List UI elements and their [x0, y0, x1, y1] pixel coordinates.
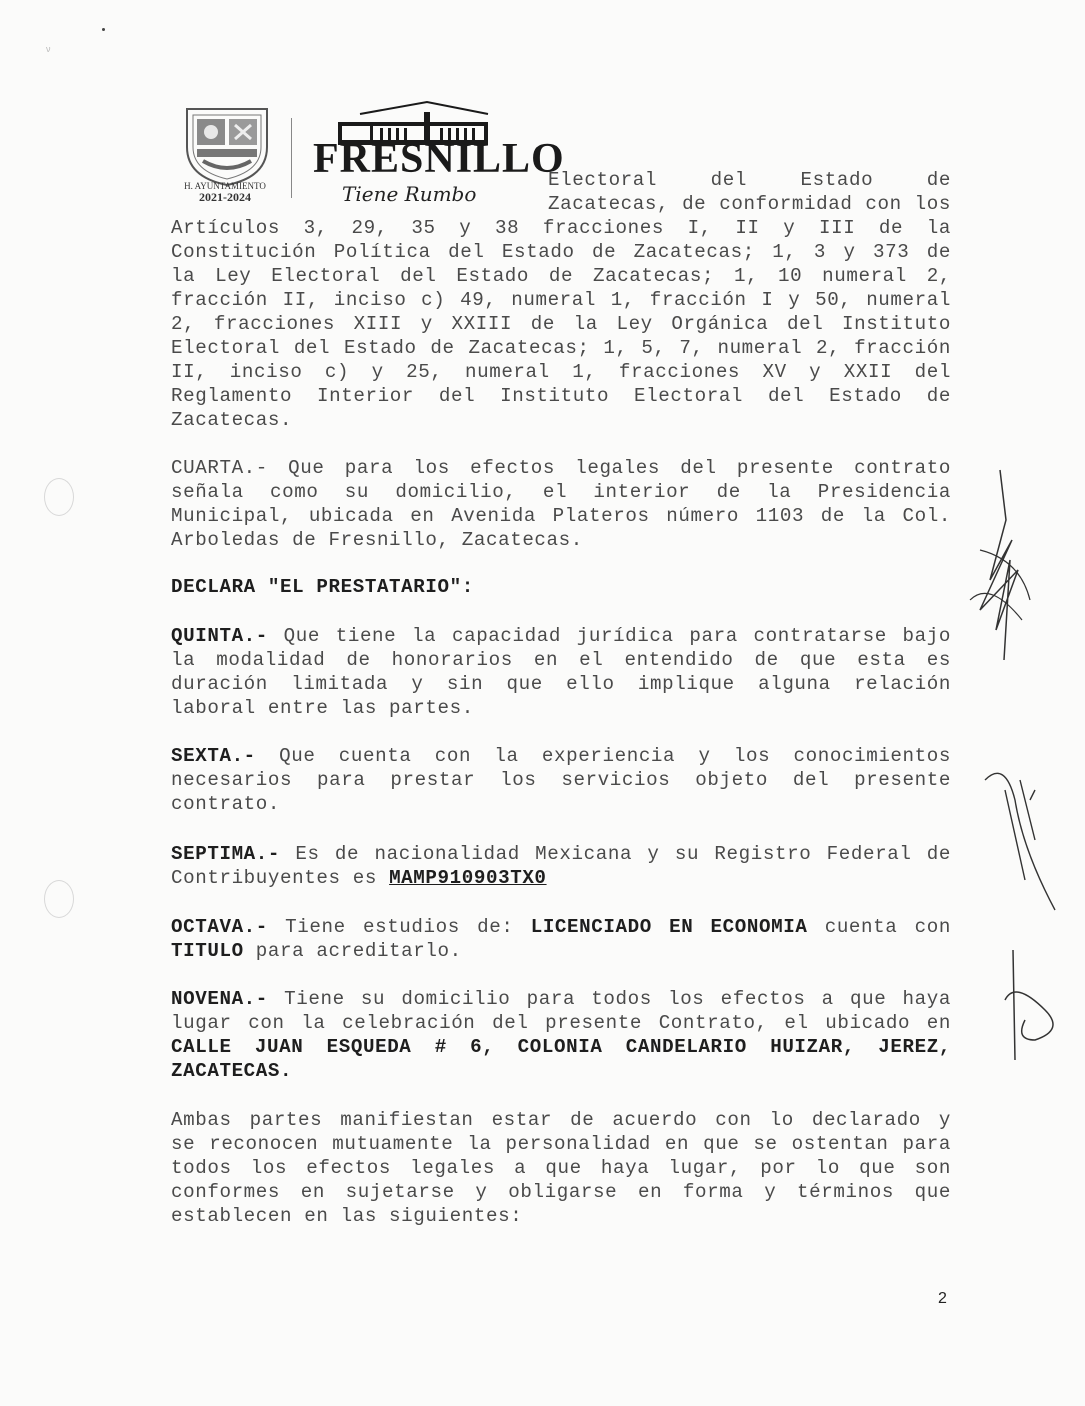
signature-2 — [975, 760, 1065, 940]
text-line: conformes en sujetarse y obligarse en forma y términos que — [171, 1181, 951, 1203]
text-line: se reconocen mutuamente la personalidad en que se ostentan para — [171, 1133, 951, 1155]
brand-slogan: Tiene Rumbo — [342, 182, 477, 206]
text-line: Ambas partes manifiestan estar de acuerdo con lo declarado y — [171, 1109, 951, 1131]
text-line: Municipal, ubicada en Avenida Plateros número 1103 de la Col. — [171, 505, 951, 527]
text-line: 2, fracciones XIII y XXIII de la Ley Orgánica del Instituto — [171, 313, 951, 335]
text-line: fracción II, inciso c) 49, numeral 1, fracción I y 50, numeral — [171, 289, 951, 311]
text-line: CUARTA.- Que para los efectos legales del presente contrato — [171, 457, 951, 479]
page-number: 2 — [938, 1290, 947, 1307]
punch-hole — [44, 478, 74, 516]
logo-divider — [291, 118, 292, 198]
municipal-seal-icon — [181, 103, 273, 187]
text-line: Arboledas de Fresnillo, Zacatecas. — [171, 529, 583, 551]
text-line: Constitución Política del Estado de Zacatecas; 1, 3 y 373 de — [171, 241, 951, 263]
text-line: la Ley Electoral del Estado de Zacatecas; 1, 10 numeral 2, — [171, 265, 951, 287]
text-line: Electoral del Estado de Zacatecas; 1, 5, 7, numeral 2, fracción — [171, 337, 951, 359]
text-line: Zacatecas, de conformidad con los — [548, 193, 951, 215]
text-line: establecen en las siguientes: — [171, 1205, 523, 1227]
text-line: señala como su domicilio, el interior de la Presidencia — [171, 481, 951, 503]
text-line: II, inciso c) y 25, numeral 1, fracciones XV y XXII del — [171, 361, 951, 383]
signature-3 — [985, 940, 1075, 1070]
rfc-value: MAMP910903TX0 — [389, 867, 547, 889]
text-line: Zacatecas. — [171, 409, 293, 431]
text-line: todos los efectos legales a que haya lugar, por lo que son — [171, 1157, 951, 1179]
declara-heading: DECLARA "EL PRESTATARIO": — [171, 576, 474, 598]
text-line: Electoral del Estado de — [548, 169, 951, 191]
ayuntamiento-label: H. AYUNTAMIENTO 2021-2024 — [184, 181, 266, 204]
text-line: Artículos 3, 29, 35 y 38 fracciones I, II y III de la — [171, 217, 951, 239]
signature-1 — [960, 460, 1040, 680]
brand-name: FRESNILLO — [313, 136, 565, 182]
document-page: ν H. AYUNTAMIENTO 2021-2024 FRESNILLO Tiene Rumbo Electoral del Estado de Zacatecas, de conformidad con los Artículos 3, 29, 35 y 38 fracciones I, II y III de la Constitución Política del Estado de Zacatecas; 1, 3 y 373 de la Ley Electoral del Estado de Zacatecas; 1, 10 numeral 2, fracción II, inciso c) 49, numeral 1, fracción I y 50, numeral 2, fracciones XIII y XXIII de la Ley Orgánica del Instituto Electoral del Estado de Zacatecas; 1, 5, 7, numeral 2, fracción II, inciso c) y 25, numeral 1, fracciones XV y XXII del Reglamento Interior del Instituto Electoral del Estado de Zacatecas. CUARTA.- Que para los efectos legales del presente contrato señala como su domicilio, el interior de la Presidencia Municipal, ubicada en Avenida Plateros número 1103 de la Col. Arboledas de Fresnillo, Zacatecas. DECLARA "EL PRESTATARIO": QUINTA.- Que tiene la capacidad jurídica para contratarse bajo la modalidad de honorarios en el entendido de que esta es duración limitada y sin que ello implique alguna relación laboral entre las partes. SEXTA.- Que cuenta con la experiencia y los conocimientos necesarios para prestar los servicios objeto del presente contrato. SEPTIMA.- Es de nacionalidad Mexicana y su Registro Federal de Contribuyentes es MAMP910903TX0 OCTAVA.- Tiene estudios de: LICENCIADO EN ECONOMIA cuenta con TITULO para acreditarlo. NOVENA.- Tiene su domicilio para todos los efectos a que haya lugar con la celebración del presente Contrato, el ubicado en CALLE JUAN ESQUEDA # 6, COLONIA CANDELARIO HUIZAR, JEREZ, ZACATECAS. Ambas partes manifiestan estar de acuerdo con lo declarado y se reconocen mutuamente la personalidad en que se ostentan para todos los efectos legales a que haya lugar, por lo que son conformes en sujetarse y obligarse en forma y términos que establecen en las siguientes: 2 — [0, 0, 1085, 1406]
punch-hole — [44, 880, 74, 918]
text-line: Reglamento Interior del Instituto Electoral del Estado de — [171, 385, 951, 407]
scan-speck — [102, 28, 105, 31]
corner-mark: ν — [46, 44, 51, 54]
